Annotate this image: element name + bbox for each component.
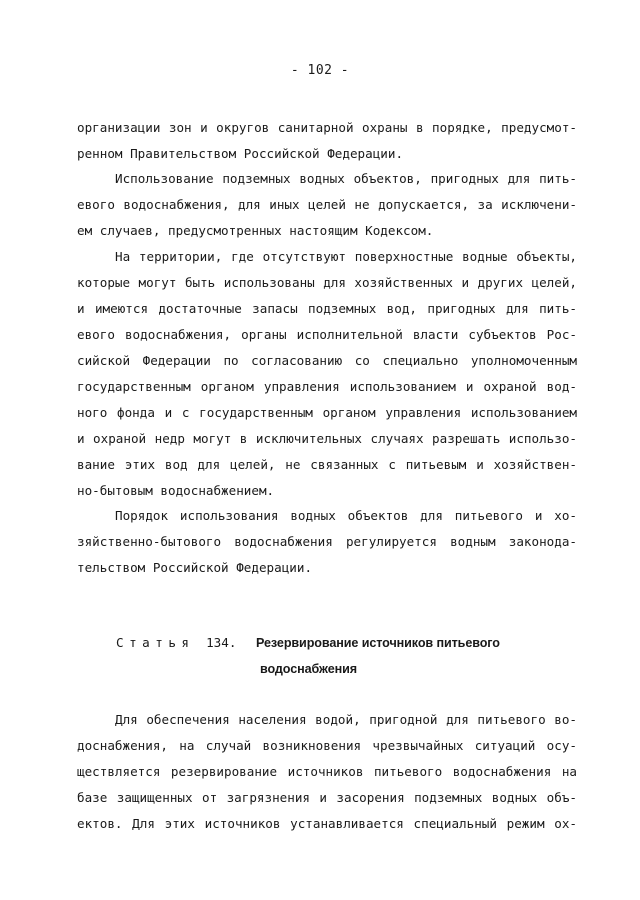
- text-line: Использование подземных водных объектов, пригодных для пить-: [115, 171, 577, 186]
- text-line: доснабжения, на случай возникновения чрезвычайных ситуаций осу-: [77, 738, 577, 753]
- text-line: вание этих вод для целей, не связанных с питьевым и хозяйствен-: [77, 457, 577, 472]
- text-line: ем случаев, предусмотренных настоящим Кодексом.: [77, 223, 434, 238]
- article-heading: [116, 630, 576, 682]
- text-line: Порядок использования водных объектов для питьевого и хо-: [115, 508, 577, 523]
- article-title: Резервирование источников питьевого: [256, 636, 500, 650]
- text-line: ного фонда и с государственным органом управления использованием: [77, 405, 577, 420]
- text-line: ектов. Для этих источников устанавливается специальный режим ох-: [77, 816, 577, 831]
- text-line: но-бытовым водоснабжением.: [77, 483, 275, 498]
- paragraph-3: [77, 244, 577, 504]
- text-line: государственным органом управления использованием и охраной вод-: [77, 379, 577, 394]
- article-number: 134.: [206, 635, 237, 650]
- text-line: которые могут быть использованы для хозяйственных и других целей,: [77, 275, 577, 290]
- article-paragraph: [77, 707, 577, 837]
- paragraph-2: [77, 166, 577, 244]
- text-line: тельством Российской Федерации.: [77, 560, 313, 575]
- text-line: и имеются достаточные запасы подземных вод, пригодных для пить-: [77, 301, 577, 316]
- text-line: зяйственно-бытового водоснабжения регулируется водным законода-: [77, 534, 577, 549]
- text-line: базе защищенных от загрязнения и засорения подземных водных объ-: [77, 790, 577, 805]
- text-line: евого водоснабжения, для иных целей не допускается, за исключени-: [77, 197, 577, 212]
- text-line: организации зон и округов санитарной охраны в порядке, предусмот-: [77, 120, 577, 135]
- page-number: - 102 -: [290, 63, 350, 78]
- article-title-continuation: водоснабжения: [260, 662, 358, 676]
- article-heading-line-2: [116, 656, 576, 682]
- article-label: Статья: [116, 635, 195, 650]
- text-line: ществляется резервирование источников питьевого водоснабжения на: [77, 764, 577, 779]
- text-line: сийской Федерации по согласованию со специально уполномоченным: [77, 353, 577, 368]
- paragraph-4: [77, 503, 577, 581]
- text-line: На территории, где отсутствуют поверхностные водные объекты,: [115, 249, 577, 264]
- paragraph-1: [77, 115, 577, 167]
- text-line: евого водоснабжения, органы исполнительной власти субъектов Рос-: [77, 327, 577, 342]
- text-line: и охраной недр могут в исключительных случаях разрешать использо-: [77, 431, 577, 446]
- text-line: ренном Правительством Российской Федерации.: [77, 146, 404, 161]
- text-line: Для обеспечения населения водой, пригодной для питьевого во-: [115, 712, 577, 727]
- article-heading-line-1: [116, 630, 576, 656]
